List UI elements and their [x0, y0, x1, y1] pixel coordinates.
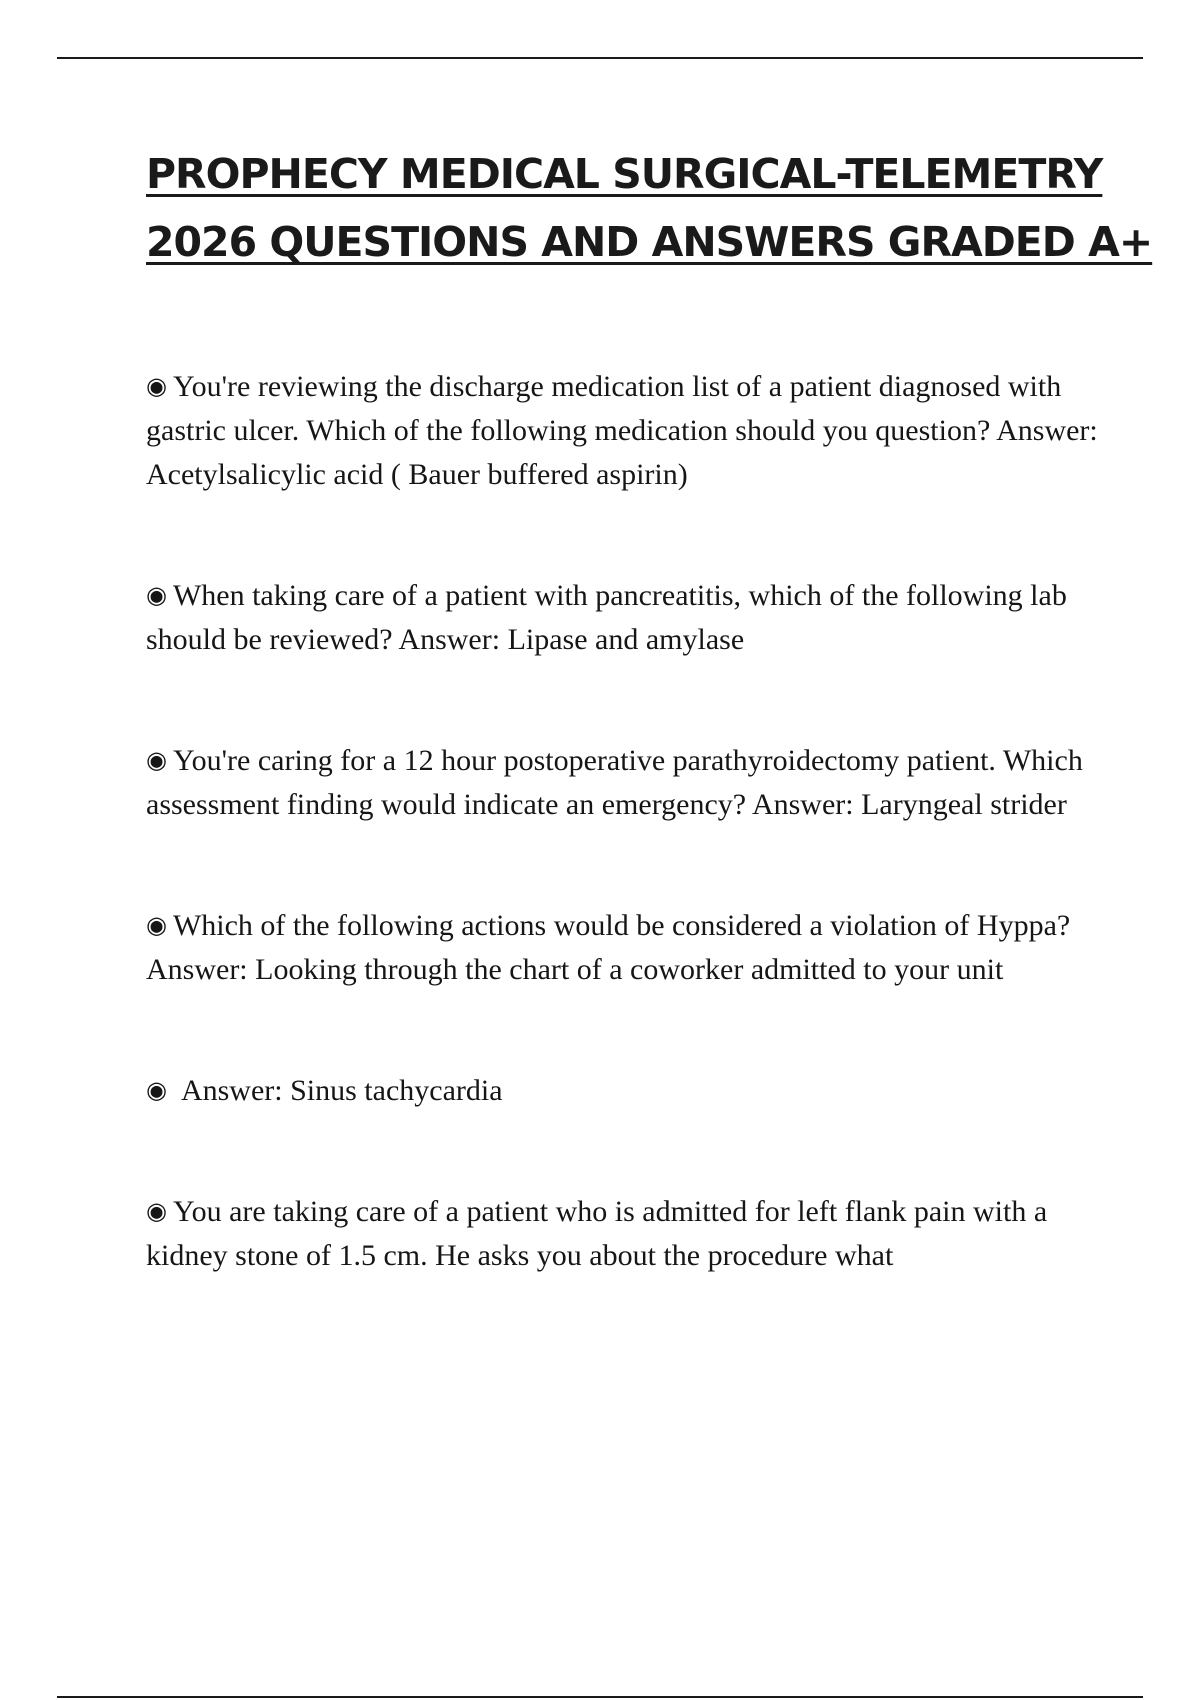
qa-item-text: You're caring for a 12 hour postoperative parathyroidectomy patient. Which assessment finding would indicate an emergency? Answer: Laryngeal strider — [146, 744, 1083, 821]
top-divider — [57, 57, 1143, 59]
qa-item — [146, 1189, 1116, 1278]
qa-item — [146, 903, 1116, 992]
title-line-2: 2026 QUESTIONS AND ANSWERS GRADED A+ — [146, 218, 1153, 266]
fisheye-bullet-icon: ◉ — [146, 1197, 167, 1225]
fisheye-bullet-icon: ◉ — [146, 1076, 167, 1104]
document-title — [146, 140, 1153, 276]
qa-item — [146, 573, 1116, 662]
qa-item-text: Which of the following actions would be considered a violation of Hyppa? Answer: Looking through the chart of a coworker admitted to your unit — [146, 909, 1071, 986]
qa-item-text: When taking care of a patient with pancreatitis, which of the following lab should be reviewed? Answer: Lipase and amylase — [146, 579, 1067, 656]
qa-item — [146, 738, 1116, 827]
fisheye-bullet-icon: ◉ — [146, 911, 167, 939]
qa-item-text: You're reviewing the discharge medication list of a patient diagnosed with gastric ulcer. Which of the following medication should you question? Answer: Acetylsalicylic acid ( Bauer buffered aspirin) — [146, 370, 1098, 491]
fisheye-bullet-icon: ◉ — [146, 746, 167, 774]
bottom-divider — [57, 1696, 1143, 1698]
document-body — [146, 140, 1153, 1278]
qa-item-text: You are taking care of a patient who is admitted for left flank pain with a kidney stone of 1.5 cm. He asks you about the procedure what — [146, 1195, 1048, 1272]
title-line-1: PROPHECY MEDICAL SURGICAL-TELEMETRY — [146, 150, 1103, 198]
fisheye-bullet-icon: ◉ — [146, 581, 167, 609]
qa-item — [146, 1068, 1116, 1113]
qa-item-text: Answer: Sinus tachycardia — [180, 1074, 503, 1107]
fisheye-bullet-icon: ◉ — [146, 372, 167, 400]
qa-item — [146, 364, 1116, 497]
